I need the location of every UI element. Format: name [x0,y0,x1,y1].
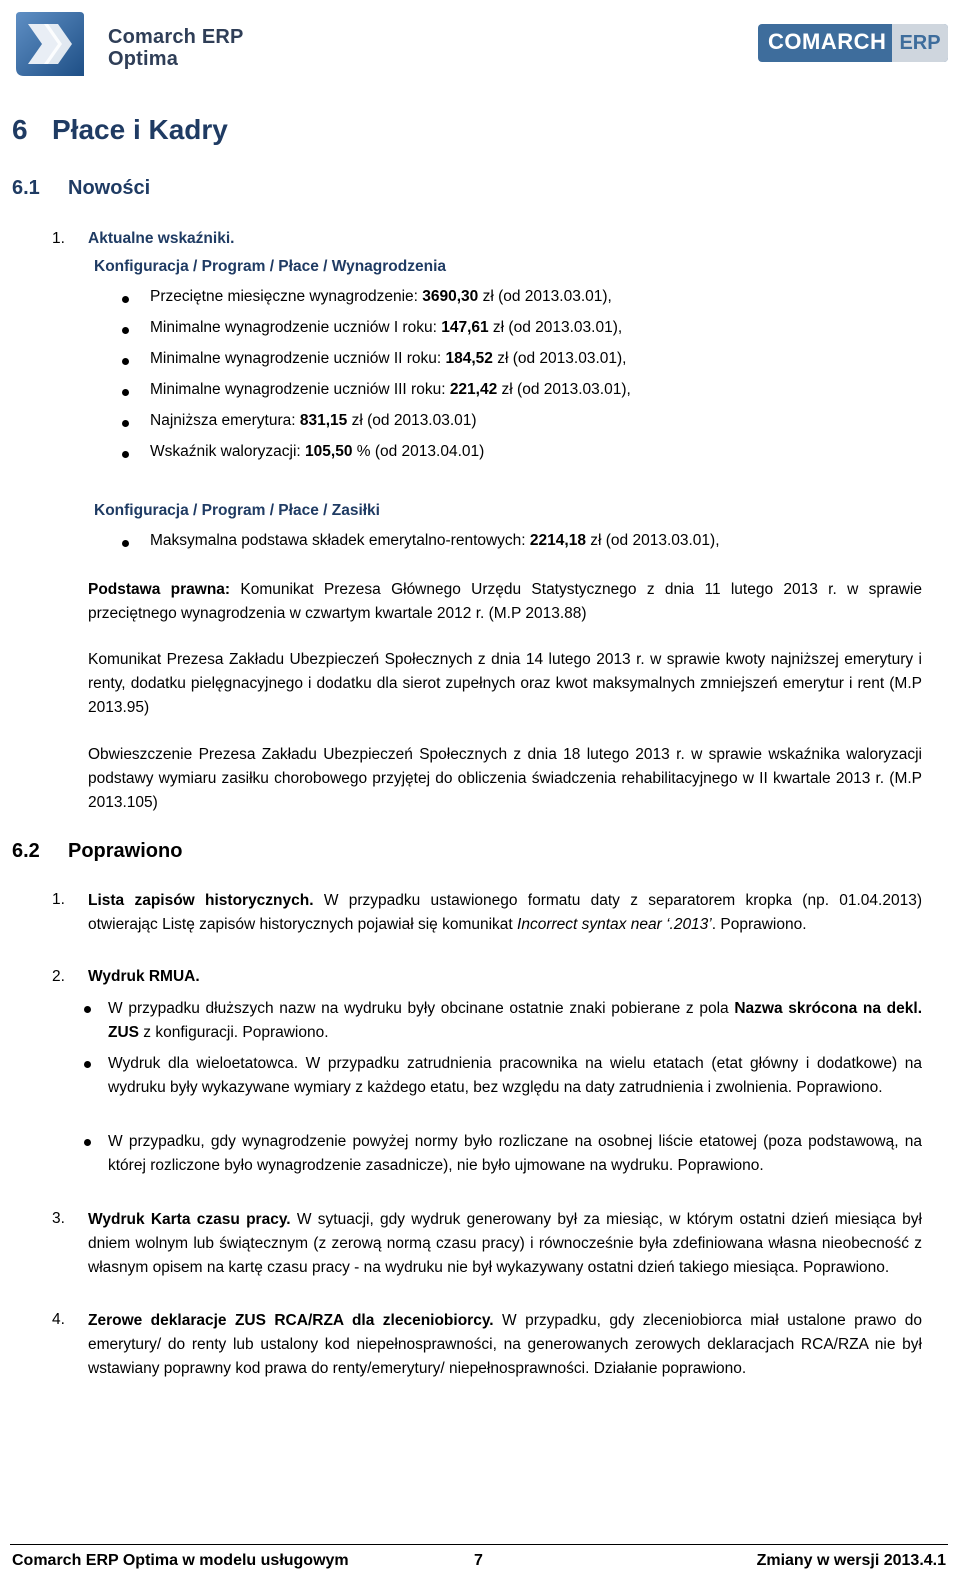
page-header [0,0,960,90]
list-number: 1. [52,891,65,908]
optima-logo-icon [14,8,86,80]
comarch-erp-optima-logo [14,8,254,80]
logo-line-2: Optima [108,48,179,70]
page-footer [0,1530,960,1583]
subsection-title: Poprawiono [68,840,183,862]
legal-basis-paragraph: Podstawa prawna: Komunikat Prezesa Głównego Urzędu Statystycznego z dnia 11 lutego 2013 r. w sprawie przeciętnego wynagrodzenia w czwartym kwartale 2012 r. (M.P 2013.88) [88,581,922,622]
section-number: 6 [12,114,28,145]
list-item-title: Aktualne wskaźniki. [88,230,235,247]
bullet [122,451,129,458]
list-number: 4. [52,1311,65,1328]
config-path-zasilki: Konfiguracja / Program / Płace / Zasiłki [94,502,380,519]
legal-paragraph: Obwieszczenie Prezesa Zakładu Ubezpieczeń Społecznych z dnia 18 lutego 2013 r. w sprawie wskaźnika waloryzacji podstawy wymiaru zasiłku chorobowego przyjętej do obliczenia świadczenia rehabilitacyjnego w II kwartale 2013 r. (M.P 2013.105) [88,746,922,811]
bullet [84,1006,91,1013]
bullet [122,327,129,334]
section-title: Płace i Kadry [52,114,228,145]
legal-basis-label: Podstawa prawna: [88,581,231,598]
list-number: 3. [52,1210,65,1227]
list-item: Maksymalna podstawa składek emerytalno-rentowych: 2214,18 zł (od 2013.03.01), [150,532,720,549]
footer-product: Comarch ERP Optima w modelu usługowym [12,1552,349,1569]
config-path-wynagrodzenia: Konfiguracja / Program / Płace / Wynagrodzenia [94,258,446,275]
legal-paragraph: Komunikat Prezesa Zakładu Ubezpieczeń Społecznych z dnia 14 lutego 2013 r. w sprawie kwoty najniższej emerytury i renty, dodatku pielęgnacyjnego i dodatku dla sierot zupełnych oraz kwot maksymalnych zmniejszeń emerytur i rent (M.P 2013.95) [88,651,922,716]
list-number: 2. [52,968,65,985]
list-item: Minimalne wynagrodzenie uczniów I roku: 147,61 zł (od 2013.03.01), [150,319,623,336]
fix-item: Zerowe deklaracje ZUS RCA/RZA dla zleceniobiorcy. W przypadku, gdy zleceniobiorca miał ustalone prawo do emerytury/ do renty lub ustalony kod niepełnosprawności, na generowanych zerowych deklaracjach RCA/RZA nie był wstawiany poprawny kod prawa do renty/emerytury/ niepełnosprawności. Działanie poprawiono. [88,1312,922,1377]
list-item: Minimalne wynagrodzenie uczniów II roku: 184,52 zł (od 2013.03.01), [150,350,627,367]
bullet [122,540,129,547]
list-item: W przypadku dłuższych nazw na wydruku były obcinane ostatnie znaki pobierane z pola Nazwa skrócona na dekl. ZUS z konfiguracji. Poprawiono. [108,1000,922,1041]
list-item: W przypadku, gdy wynagrodzenie powyżej normy było rozliczane na osobnej liście etatowej (poza podstawową, na której rozliczone było wynagrodzenie zasadnicze), nie było ujmowane na wydruku. Poprawiono. [108,1133,922,1174]
logo-line-1: Comarch ERP [108,26,244,48]
list-item: Wskaźnik waloryzacji: 105,50 % (od 2013.04.01) [150,443,485,460]
bullet [84,1139,91,1146]
fix-item: Lista zapisów historycznych. W przypadku ustawionego formatu daty z separatorem kropka (np. 01.04.2013) otwierając Listę zapisów historycznych pojawiał się komunikat Incorrect syntax near ‘.2013’. Poprawiono. [88,892,923,933]
bullet [122,296,129,303]
bullet [122,389,129,396]
comarch-wordmark: COMARCH [768,29,887,54]
list-item: Przeciętne miesięczne wynagrodzenie: 3690,30 zł (od 2013.03.01), [150,288,612,305]
footer-version: Zmiany w wersji 2013.4.1 [756,1552,946,1569]
bullet [84,1061,91,1068]
list-item [52,230,234,248]
list-item: Najniższa emerytura: 831,15 zł (od 2013.03.01) [150,412,477,429]
page-number: 7 [474,1552,483,1569]
subsection-number: 6.1 [12,177,40,199]
bullet [122,358,129,365]
subsection-number: 6.2 [12,840,40,862]
fix-item: Wydruk RMUA. [88,968,200,985]
list-number: 1. [52,230,65,247]
subsection-title: Nowości [68,177,151,199]
fix-item: Wydruk Karta czasu pracy. W sytuacji, gdy wydruk generowany był za miesiąc, w którym ostatni dzień miesiąca był dniem wolnym lub świątecznym (z zerową normą czasu pracy) i równocześnie była zdefiniowana własna nieobecność z własnym opisem na kartę czasu pracy - na wydruku nie był wykazywany ostatni dzień takiego miesiąca. Poprawiono. [88,1211,922,1276]
list-item: Wydruk dla wieloetatowca. W przypadku zatrudnienia pracownika na wielu etatach (etat główny i dodatkowe) na wydruku były wykazywane wymiary z każdego etatu, bez względu na daty zatrudnienia i zwolnienia. Poprawiono. [108,1055,922,1096]
footer-divider [10,1544,948,1545]
section-heading [12,114,228,146]
list-item: Minimalne wynagrodzenie uczniów III roku: 221,42 zł (od 2013.03.01), [150,381,631,398]
comarch-erp-logo [758,24,948,62]
subsection-heading-poprawiono [12,840,182,863]
erp-badge: ERP [892,24,948,62]
bullet [122,420,129,427]
logo-wordmark [108,26,244,70]
subsection-heading-nowosci [12,177,150,200]
